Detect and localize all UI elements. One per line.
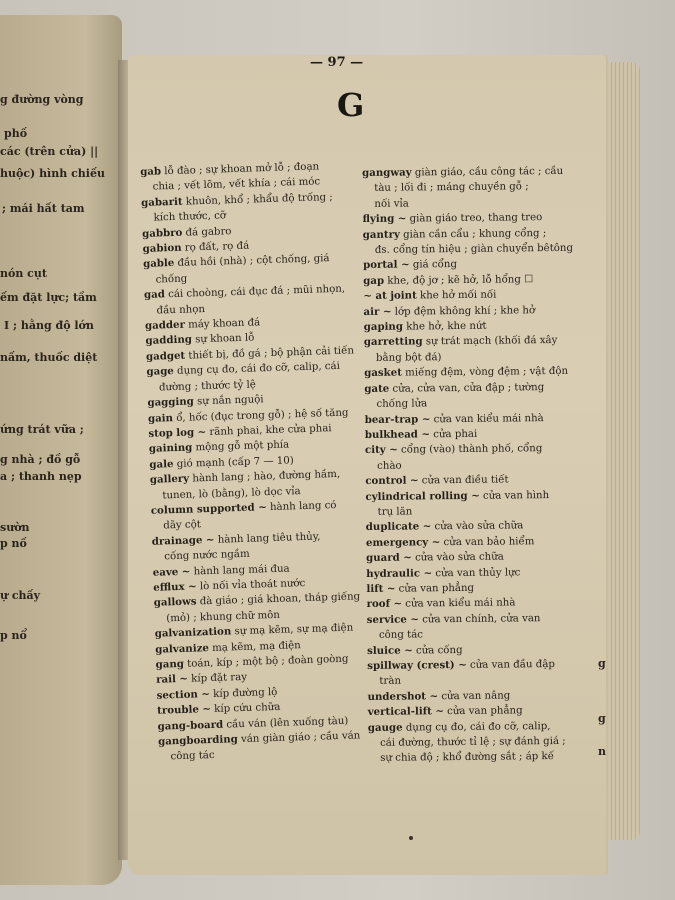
entry-definition: giàn giáo treo, thang treo: [409, 212, 543, 225]
entry-definition: ván giàn giáo ; cầu ván: [240, 730, 361, 746]
entry-definition: sự chia độ ; khổ đường sắt ; áp kế: [380, 751, 555, 765]
entry-headword: trouble ~: [156, 703, 212, 717]
entry-headword: flying ~: [362, 212, 407, 226]
entry-definition: đá gabro: [185, 225, 232, 239]
entry-headword: galvanize: [155, 641, 210, 656]
entry-headword: gadding: [145, 333, 193, 348]
entry-definition: rọ đất, rọ đá: [184, 240, 250, 254]
entry-definition: đường ; thước tỷ lệ: [158, 379, 257, 394]
entry-definition: cửa van kiểu mái nhà: [433, 412, 544, 425]
entry-definition: cửa van phẳng: [398, 582, 475, 595]
dictionary-entry: [368, 749, 596, 767]
left-fragment: g nhà ; đồ gỗ: [0, 453, 81, 466]
entry-definition: hành lang ; hào, đường hầm,: [192, 468, 341, 485]
entry-headword: duplicate ~: [365, 520, 432, 534]
entry-definition: kíp cứu chữa: [214, 702, 281, 716]
entry-headword: gabion: [142, 241, 182, 255]
entry-definition: mộng gỗ một phía: [195, 439, 290, 454]
entry-headword: service ~: [366, 613, 419, 626]
entry-definition: khe hở, khe nứt: [406, 320, 487, 333]
left-fragment: ; mái hất tam: [2, 202, 85, 215]
entry-definition: hành lang tiêu thủy,: [217, 531, 321, 546]
entry-headword: efflux ~: [153, 580, 197, 594]
entry-headword: eave ~: [152, 565, 191, 579]
entry-headword: gaping: [363, 320, 403, 334]
entry-definition: lớp đệm không khí ; khe hở: [394, 304, 536, 318]
left-fragment: g đường vòng: [0, 93, 84, 106]
entry-headword: gallery: [149, 472, 190, 486]
entry-definition: cổng (vào) thành phố, cổng: [400, 443, 543, 456]
dictionary-column-left: [140, 158, 383, 766]
entry-definition: chống lửa: [376, 398, 428, 410]
entry-definition: chào: [377, 460, 402, 472]
entry-headword: gadget: [145, 349, 186, 363]
entry-definition: dụng cụ đo, cái đo cỡ, calip,: [405, 720, 551, 734]
entry-headword: bulkhead ~: [364, 428, 431, 441]
entry-definition: máy khoan đá: [187, 317, 261, 331]
entry-definition: hành lang mái đua: [193, 563, 290, 578]
entry-definition: tunen, lò (bằng), lò dọc vỉa: [162, 485, 301, 501]
entry-headword: gang-board: [157, 718, 224, 733]
page-dot: [409, 836, 413, 840]
entry-definition: giàn cần cẩu ; khung cổng ;: [403, 227, 547, 241]
entry-definition: sự mạ kẽm, sự mạ điện: [234, 622, 354, 638]
entry-definition: tàu ; lối đi ; máng chuyền gỗ ;: [374, 181, 529, 195]
entry-headword: air ~: [363, 305, 392, 318]
entry-definition: gió mạnh (cấp 7 — 10): [176, 455, 294, 470]
entry-definition: nối vỉa: [374, 198, 409, 210]
entry-headword: gang: [155, 657, 185, 671]
entry-definition: cửa cống: [415, 644, 463, 657]
dictionary-entry: [368, 734, 596, 752]
margin-fragment: g: [598, 712, 606, 725]
entry-headword: spillway (crest) ~: [367, 658, 467, 672]
entry-definition: sự nắn nguội: [196, 394, 264, 408]
left-page: [0, 15, 122, 885]
entry-headword: gable: [142, 257, 175, 271]
entry-headword: section ~: [156, 687, 211, 702]
entry-definition: đầu nhọn: [156, 303, 206, 317]
entry-definition: cái đường, thước tỉ lệ ; sự đánh giá ;: [379, 735, 566, 749]
entry-definition: mạ kẽm, mạ điện: [211, 639, 301, 654]
entry-definition: cửa van hình: [482, 489, 550, 502]
entry-definition: cửa van điều tiết: [421, 474, 509, 487]
left-fragment: ếm đặt lực; tầm: [0, 291, 97, 304]
entry-headword: gagging: [147, 395, 195, 409]
entry-definition: công tác: [170, 750, 215, 763]
entry-headword: garretting: [363, 335, 423, 349]
entry-definition: toán, kíp ; một bộ ; đoàn goòng: [187, 653, 349, 670]
entry-headword: guard ~: [366, 551, 412, 565]
entry-definition: dãy cột: [163, 519, 202, 532]
page-edges: [600, 62, 640, 840]
entry-headword: gad: [143, 288, 166, 302]
section-letter-heading: G: [337, 86, 365, 124]
entry-definition: ổ, hốc (đục trong gỗ) ; hệ số tăng: [176, 407, 349, 424]
entry-headword: control ~: [365, 474, 419, 488]
entry-headword: gab: [140, 165, 162, 178]
entry-headword: gap: [363, 274, 385, 287]
dictionary-column-right: [362, 164, 596, 767]
entry-headword: gain: [147, 411, 174, 425]
entry-definition: cửa van nâng: [441, 690, 511, 703]
entry-definition: cầu ván (lên xuống tàu): [226, 715, 349, 731]
margin-fragment: n: [598, 745, 606, 758]
entry-headword: gate: [364, 382, 390, 395]
entry-definition: đà giáo ; giá khoan, tháp giếng: [199, 591, 361, 608]
entry-definition: cửa vào sửa chữa: [434, 520, 524, 533]
entry-headword: ~ at joint: [363, 289, 417, 303]
entry-definition: cửa van thủy lực: [435, 566, 521, 579]
entry-definition: công tác: [378, 629, 424, 642]
entry-headword: emergency ~: [365, 535, 441, 549]
entry-headword: undershot ~: [367, 690, 439, 703]
entry-headword: gabarit: [140, 195, 183, 209]
left-fragment: a ; thanh nẹp: [0, 470, 82, 483]
entry-definition: giá cổng: [412, 259, 458, 271]
entry-definition: cửa van kiểu mái nhà: [405, 597, 516, 610]
entry-headword: hydraulic ~: [366, 566, 433, 580]
left-fragment: nón cụt: [0, 267, 47, 280]
entry-definition: cửa van bảo hiểm: [443, 535, 535, 548]
left-fragment: huộc) hình chiếu: [0, 167, 105, 180]
entry-definition: bằng bột đá): [375, 352, 442, 364]
entry-definition: cống nước ngầm: [164, 548, 250, 563]
left-fragment: ứng trát vữa ;: [0, 423, 84, 436]
entry-headword: gallows: [153, 595, 197, 610]
margin-fragment: g: [598, 657, 606, 670]
entry-definition: cửa van đầu đập: [469, 659, 555, 671]
entry-definition: lỗ đào ; sự khoan mở lỗ ; đoạn: [164, 161, 320, 178]
entry-definition: cái choòng, cái đục đá ; mũi nhọn,: [168, 283, 346, 301]
entry-headword: galvanization: [154, 625, 232, 640]
entry-definition: (mỏ) ; khung chữ môn: [166, 609, 281, 625]
entry-definition: sự khoan lỗ: [194, 332, 255, 346]
entry-headword: cylindrical rolling ~: [365, 489, 480, 503]
entry-headword: lift ~: [366, 582, 396, 595]
entry-headword: gage: [146, 365, 175, 379]
entry-headword: drainage ~: [151, 533, 215, 548]
entry-definition: cửa van phẳng: [447, 705, 523, 718]
entry-definition: rãnh phai, khe cửa phai: [209, 423, 332, 438]
entry-definition: khe, độ jơ ; kẽ hở, lỗ hổng ☐: [387, 274, 534, 287]
entry-definition: chia ; vết lõm, vết khía ; cái móc: [152, 176, 321, 194]
entry-definition: khuôn, khổ ; khẩu độ trống ;: [185, 191, 333, 208]
left-fragment: p nổ: [0, 629, 27, 642]
entry-definition: giàn giáo, cầu công tác ; cầu: [414, 165, 564, 179]
entry-headword: city ~: [364, 443, 398, 457]
entry-headword: gabbro: [141, 226, 183, 240]
entry-definition: hành lang có: [269, 499, 337, 514]
entry-definition: kíp đặt ray: [191, 672, 248, 686]
entry-definition: cửa vào sửa chữa: [415, 551, 504, 564]
entry-headword: rail ~: [156, 673, 189, 687]
entry-definition: khe hở mối nối: [419, 289, 497, 302]
entry-definition: cửa van chính, cửa van: [422, 612, 541, 626]
left-fragment: sườn: [0, 521, 30, 534]
entry-headword: sluice ~: [367, 644, 413, 657]
page-number: — 97 —: [310, 55, 364, 70]
entry-definition: đầu hồi (nhà) ; cột chống, giá: [177, 253, 330, 270]
entry-headword: stop log ~: [148, 425, 207, 440]
entry-headword: gangway: [362, 166, 412, 179]
entry-headword: gangboarding: [157, 733, 238, 748]
entry-definition: cửa phai: [433, 428, 478, 441]
entry-headword: gaining: [148, 441, 193, 456]
entry-headword: portal ~: [362, 258, 410, 272]
entry-definition: miếng đệm, vòng đệm ; vật độn: [405, 366, 569, 379]
entry-definition: đs. cổng tín hiệu ; giàn chuyển bêtông: [374, 242, 574, 256]
left-fragment: nấm, thuốc diệt: [0, 351, 98, 364]
entry-headword: gauge: [367, 721, 403, 734]
entry-definition: cửa, cửa van, cửa đập ; tường: [392, 381, 545, 395]
entry-definition: kíp đường lộ: [213, 686, 278, 700]
dictionary-entry: [362, 164, 590, 182]
entry-definition: kích thước, cỡ: [153, 210, 227, 224]
entry-definition: trụ lăn: [377, 506, 413, 518]
entry-headword: gale: [149, 457, 174, 471]
entry-definition: dụng cụ đo, cái đo cỡ, calip, cái: [176, 361, 341, 378]
dictionary-entry: [363, 241, 591, 259]
left-fragment: I ; hằng độ lớn: [4, 319, 94, 332]
left-fragment: ự chấy: [0, 589, 41, 602]
entry-headword: vertical-lift ~: [367, 705, 444, 719]
entry-headword: gasket: [364, 366, 402, 380]
entry-headword: roof ~: [366, 597, 403, 611]
entry-headword: gadder: [144, 318, 186, 332]
entry-headword: bear-trap ~: [364, 412, 431, 426]
left-fragment: p nố: [0, 537, 27, 550]
entry-headword: gantry: [362, 228, 400, 241]
entry-definition: tràn: [379, 676, 402, 688]
entry-definition: sự trát mạch (khối đá xây: [425, 335, 558, 348]
left-fragment: phố: [4, 127, 28, 140]
entry-definition: thiết bị, đồ gá ; bộ phận cải tiến: [188, 345, 355, 362]
left-fragment: các (trên cửa) ||: [0, 145, 99, 158]
entry-headword: column supported ~: [150, 501, 267, 517]
entry-definition: lò nối vỉa thoát nước: [199, 577, 306, 593]
entry-definition: chống: [155, 273, 188, 286]
dictionary-entry: [364, 364, 592, 382]
